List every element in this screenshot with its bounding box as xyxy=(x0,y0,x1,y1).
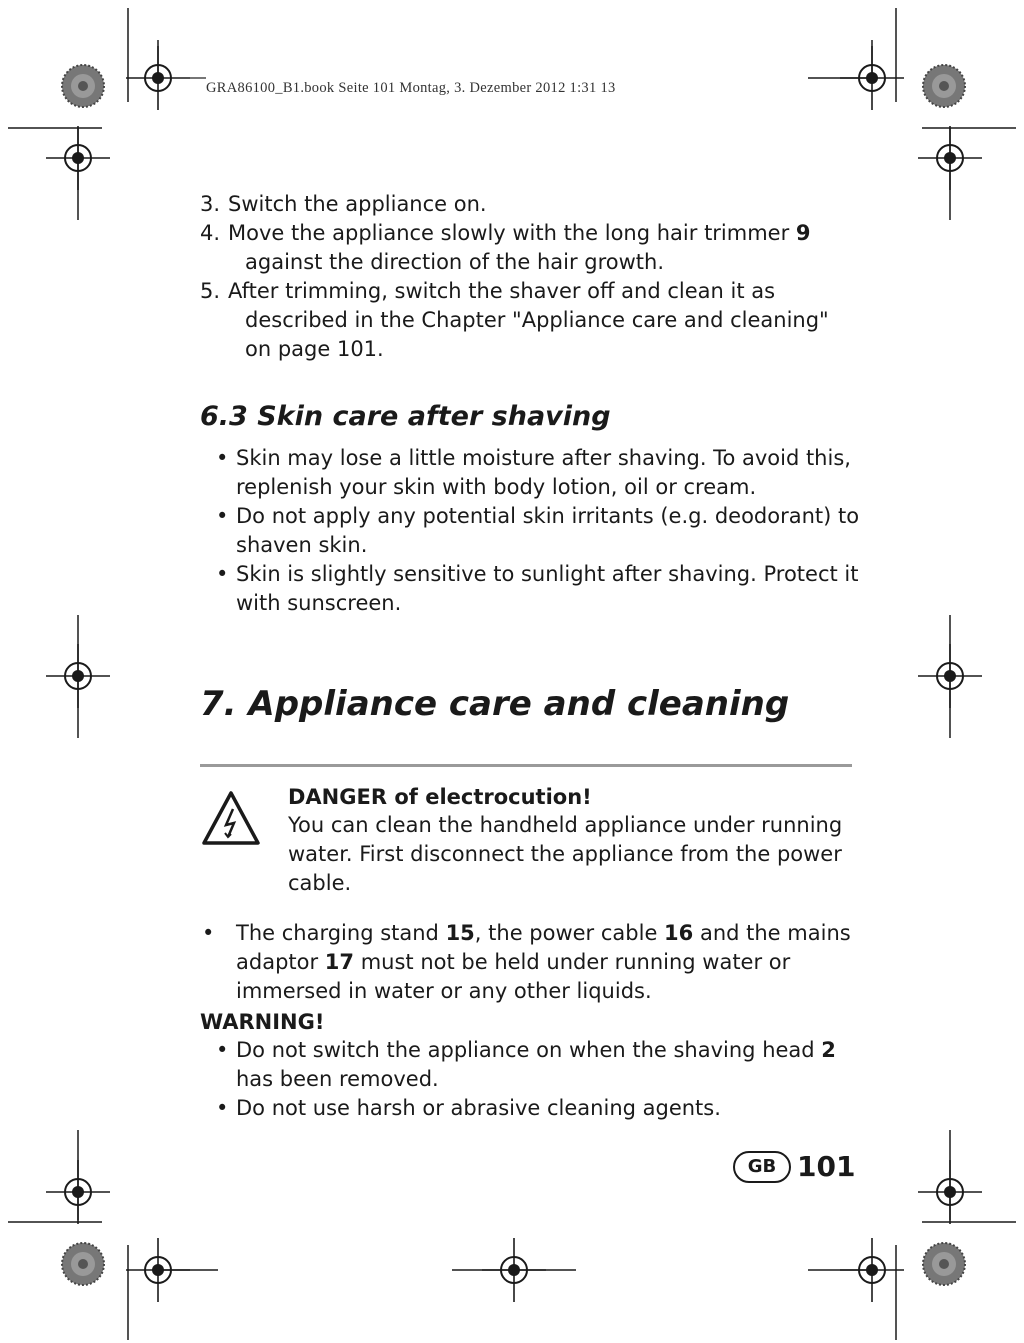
color-wheel-icon xyxy=(923,65,965,107)
bullet-item: • Skin is slightly sensitive to sunlight after shaving. Protect it with sunscreen. xyxy=(216,562,859,615)
country-badge: GB xyxy=(733,1151,791,1183)
page-footer xyxy=(733,1150,855,1183)
danger-text: You can clean the handheld appliance under running water. First disconnect the appliance from the power cable. xyxy=(288,813,843,895)
section-heading-6-3: 6.3 Skin care after shaving xyxy=(200,401,611,432)
step-3: 3. Switch the appliance on. xyxy=(200,192,487,216)
page-number: 101 xyxy=(797,1150,856,1183)
danger-notice xyxy=(200,783,860,898)
color-wheel-icon xyxy=(923,1243,965,1285)
step-4: 4. Move the appliance slowly with the long hair trimmer 9 against the direction of the hair growth. xyxy=(200,221,811,274)
bullet-item: • Do not use harsh or abrasive cleaning agents. xyxy=(216,1096,721,1120)
color-wheel-icon xyxy=(62,1243,104,1285)
part-ref-number: 9 xyxy=(795,221,811,245)
section-heading-7: 7. Appliance care and cleaning xyxy=(200,684,790,724)
section-divider xyxy=(200,764,852,767)
high-voltage-warning-icon xyxy=(200,789,262,847)
bullet-item: • Do not switch the appliance on when the shaving head 2 has been removed. xyxy=(216,1038,836,1091)
bullet-item: • Skin may lose a little moisture after shaving. To avoid this, replenish your skin with body lotion, oil or cream. xyxy=(216,446,851,499)
danger-title: DANGER of electrocution! xyxy=(288,785,592,809)
warning-title: WARNING! xyxy=(200,1010,325,1034)
printer-info-line: GRA86100_B1.book Seite 101 Montag, 3. Dezember 2012 1:31 13 xyxy=(206,80,616,96)
color-wheel-icon xyxy=(62,65,104,107)
step-5: 5. After trimming, switch the shaver off and clean it as described in the Chapter "Appliance care and cleaning" on page 101. xyxy=(200,279,829,361)
bullet-item: • The charging stand 15, the power cable 16 and the mains adaptor 17 must not be held under running water or immersed in water or any other liquids. xyxy=(202,921,851,1003)
page-content xyxy=(200,190,860,1123)
bullet-item: • Do not apply any potential skin irritants (e.g. deodorant) to shaven skin. xyxy=(216,504,860,557)
